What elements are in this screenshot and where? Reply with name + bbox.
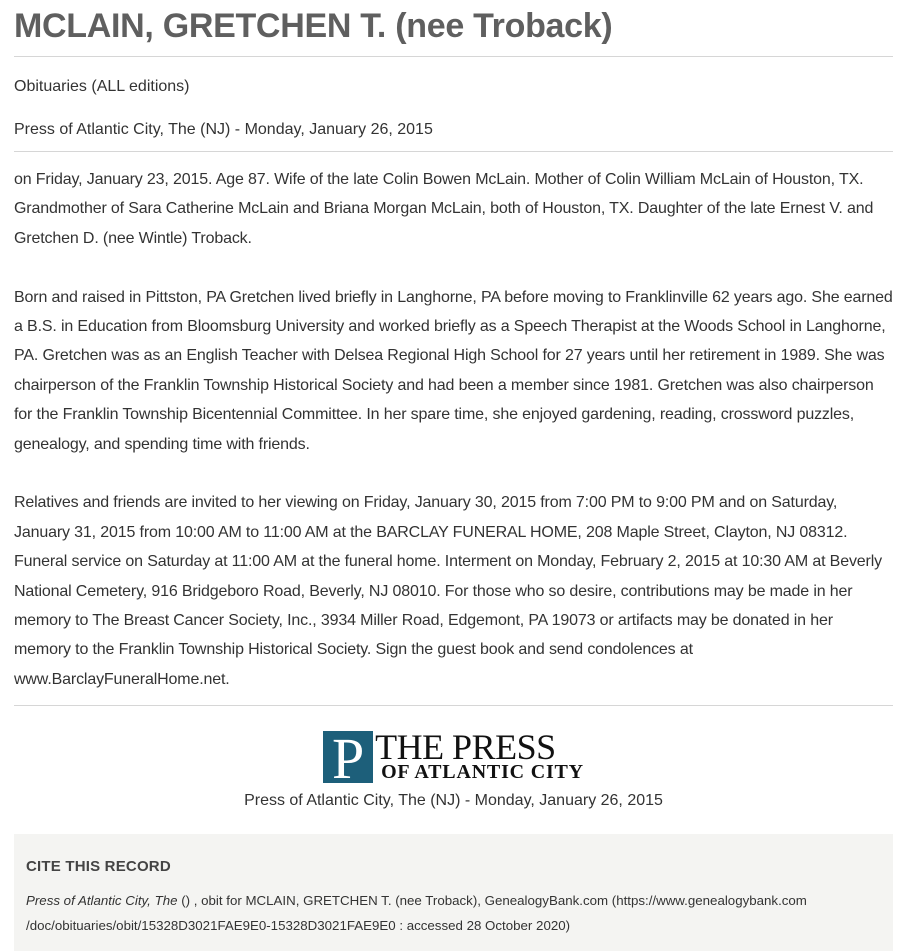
record-category: Obituaries (ALL editions) xyxy=(14,78,190,95)
record-title: MCLAIN, GRETCHEN T. (nee Troback) xyxy=(14,7,613,45)
source-divider xyxy=(14,151,893,152)
publication-block xyxy=(14,718,893,808)
publication-caption: Press of Atlantic City, The (NJ) - Monday, January 26, 2015 xyxy=(244,792,663,810)
record-source: Press of Atlantic City, The (NJ) - Monday, January 26, 2015 xyxy=(14,121,433,138)
cite-publication: Press of Atlantic City, The xyxy=(26,893,178,909)
obituary-record xyxy=(14,0,893,951)
body-divider xyxy=(14,705,893,706)
logo-line-2: OF ATLANTIC CITY xyxy=(381,761,584,784)
obituary-paragraph: Relatives and friends are invited to her viewing on Friday, January 30, 2015 from 7:00 PM to 9:00 PM and on Saturday, January 31, 2015 from 10:00 AM to 11:00 AM at the BARCLAY FUNERAL HOME, 208 Maple Street, Clayton, NJ 08312. Funeral service on Saturday at 11:00 AM at the funeral home. Interment on Monday, February 2, 2015 at 10:30 AM at Beverly National Cemetery, 916 Bridgeboro Road, Beverly, NJ 08010. For those who so desire, contributions may be made in her memory to The Breast Cancer Society, Inc., 3934 Miller Road, Edgemont, PA 19073 or artifacts may be donated in her memory to the Franklin Township Historical Society. Sign the guest book and send condolences at www.BarclayFuneralHome.net. xyxy=(14,494,882,688)
cite-details: () , obit for MCLAIN, GRETCHEN T. (nee Troback), GenealogyBank.com (https://www.genealogybank.com /doc/obituaries/obit/15328D3021FAE9E0-15328D3021FAE9E0 : accessed 28 October 2020) xyxy=(26,893,807,933)
cite-text xyxy=(26,889,881,938)
cite-record-box xyxy=(14,834,893,951)
press-of-atlantic-city-logo xyxy=(323,726,584,792)
logo-wordmark xyxy=(375,727,584,784)
obituary-body xyxy=(14,165,893,694)
obituary-paragraph: Born and raised in Pittston, PA Gretchen lived briefly in Langhorne, PA before moving to Franklinville 62 years ago. She earned a B.S. in Education from Bloomsburg University and worked briefly as a Speech Therapist at the Woods School in Langhorne, PA. Gretchen was as an English Teacher with Delsea Regional High School for 27 years until her retirement in 1989. She was chairperson of the Franklin Township Historical Society and had been a member since 1981. Gretchen was also chairperson for the Franklin Township Bicentennial Committee. In her spare time, she enjoyed gardening, reading, crossword puzzles, genealogy, and spending time with friends. xyxy=(14,288,893,453)
obituary-paragraph: on Friday, January 23, 2015. Age 87. Wife of the late Colin Bowen McLain. Mother of Colin William McLain of Houston, TX. Grandmother of Sara Catherine McLain and Briana Morgan McLain, both of Houston, TX. Daughter of the late Ernest V. and Gretchen D. (nee Wintle) Troback. xyxy=(14,171,874,247)
logo-line-1: THE PRESS xyxy=(375,727,556,768)
logo-letter-box: P xyxy=(323,731,373,783)
title-divider xyxy=(14,56,893,57)
cite-heading: CITE THIS RECORD xyxy=(26,858,171,876)
